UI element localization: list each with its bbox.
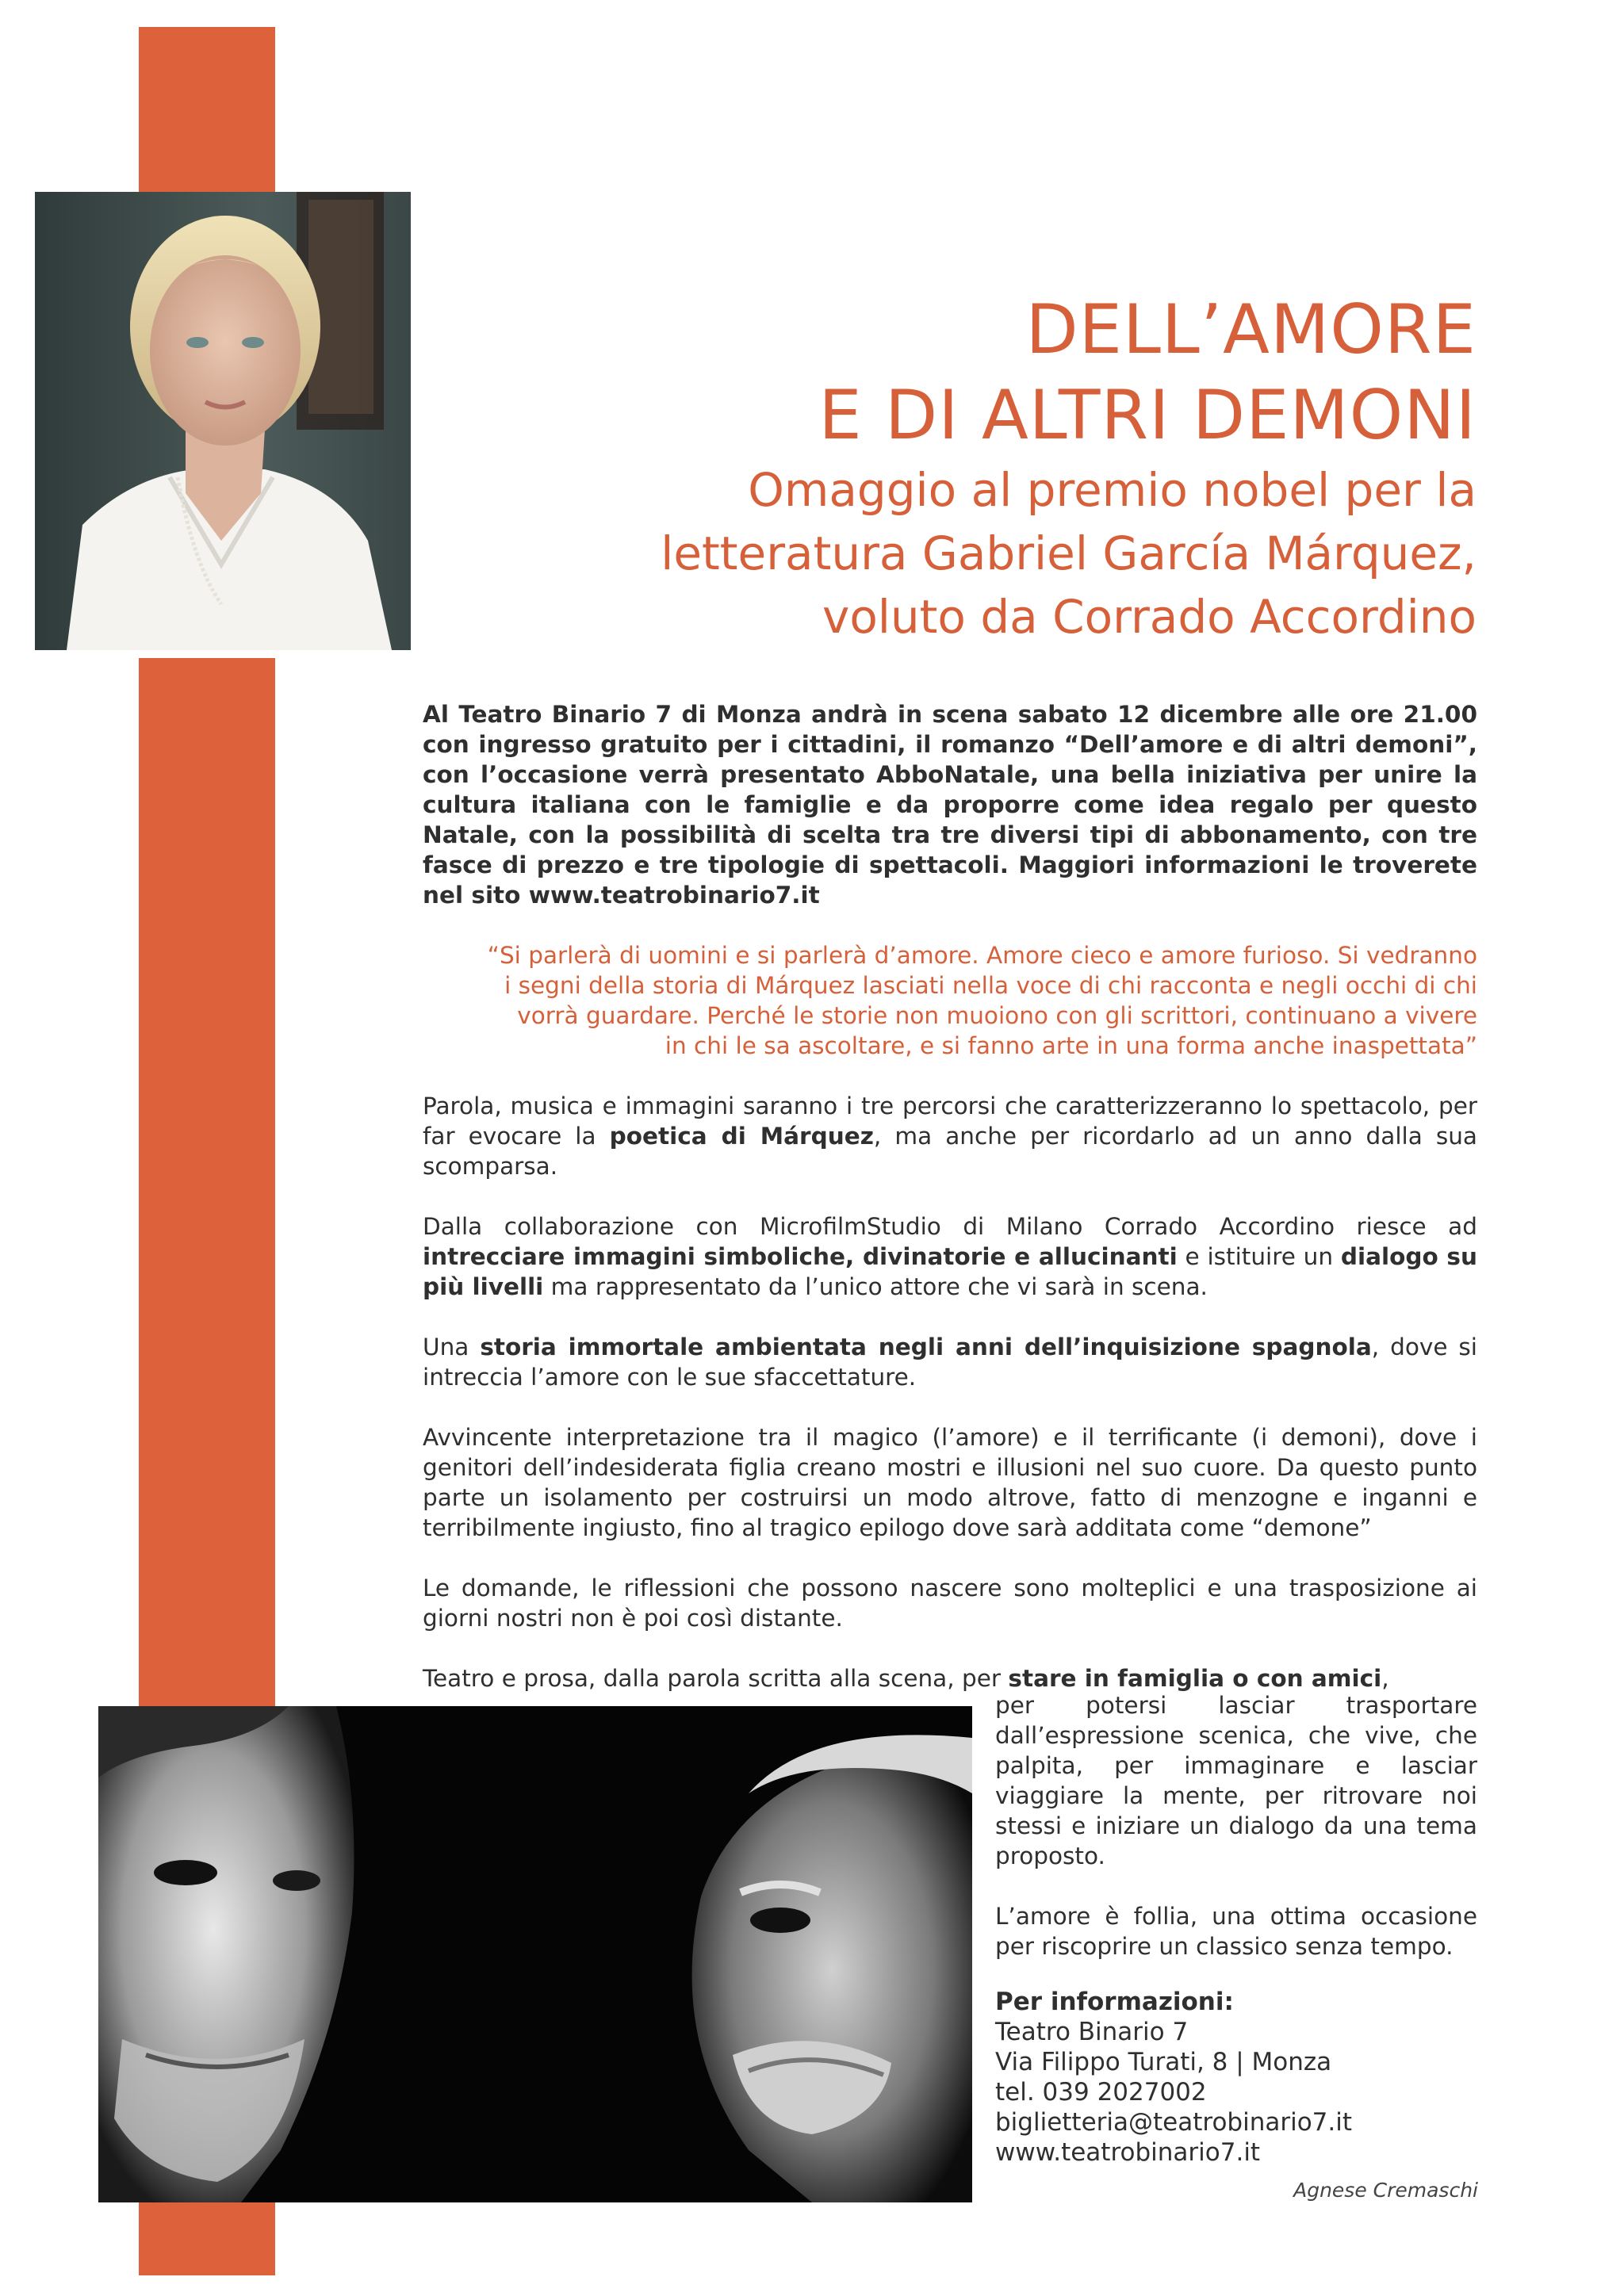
intro-paragraph: Al Teatro Binario 7 di Monza andrà in scena sabato 12 dicembre alle ore 21.00 con ingresso gratuito per i cittadini, il romanzo “Dell’amore e di altri demoni”, con l’occasione verrà presentato AbboNatale, una bella iniziativa per unire la cultura italiana con le famiglie e da proporre come idea regalo per questo Natale, con la possibilità di scelta tra tre diversi tipi di abbonamento, con tre fasce di prezzo e tre tipologie di spettacoli. Maggiori informazioni le troverete nel sito www.teatrobinario7.it bbox=[423, 701, 1477, 909]
quote-line: vorrà guardare. Perché le storie non muoiono con gli scrittori, continuano a vivere bbox=[517, 1002, 1477, 1029]
paragraph-storia-immortale bbox=[423, 1332, 1477, 1392]
article-body-continued bbox=[995, 1690, 1477, 1992]
photo-actors-black-white bbox=[98, 1706, 972, 2202]
bold-span: poetica di Márquez bbox=[609, 1123, 874, 1150]
portrait-photo-woman bbox=[35, 192, 411, 650]
article-title-line-1: DELL’AMORE bbox=[1025, 290, 1477, 369]
article-subtitle-line-2: letteratura Gabriel García Márquez, bbox=[661, 526, 1477, 580]
quote-line: “Si parlerà di uomini e si parlerà d’amore. Amore cieco e amore furioso. Si vedranno bbox=[487, 942, 1477, 969]
paragraph-avvincente: Avvincente interpretazione tra il magico (l’amore) e il terrificante (i demoni), dove i genitori dell’indesiderata figlia creano mostri e illusioni nel suo cuore. Da questo punto parte un isolamento per costruirsi un modo altrove, fatto di menzogne e inganni e terribilmente ingiusto, fino al tragico epilogo dove sarà additata come “demone” bbox=[423, 1424, 1477, 1541]
contact-address: Via Filippo Turati, 8 | Monza bbox=[995, 2048, 1332, 2076]
paragraph-domande: Le domande, le riflessioni che possono nascere sono molteplici e una trasposizione ai giorni nostri non è poi così distante. bbox=[423, 1575, 1477, 1632]
paragraph-amore-follia: L’amore è follia, una ottima occasione per riscoprire un classico senza tempo. bbox=[995, 1903, 1477, 1960]
contact-info bbox=[995, 1987, 1477, 2168]
article-subtitle-line-3: voluto da Corrado Accordino bbox=[822, 590, 1477, 644]
bold-span: stare in famiglia o con amici bbox=[1008, 1665, 1382, 1692]
contact-phone: tel. 039 2027002 bbox=[995, 2078, 1207, 2107]
text-span: , dove si intreccia l’amore con le sue sfaccettature. bbox=[423, 1334, 1477, 1391]
text-span: Parola, musica e immagini saranno i tre percorsi che caratterizzeranno lo spettacolo, per far evocare la bbox=[423, 1093, 1477, 1150]
bold-span: dialogo su più livelli bbox=[423, 1243, 1477, 1300]
text-span: Teatro e prosa, dalla parola scritta alla scena, per bbox=[423, 1665, 1009, 1692]
quote-block bbox=[423, 940, 1477, 1061]
contact-heading: Per informazioni: bbox=[995, 1988, 1234, 2016]
contact-website[interactable]: www.teatrobinario7.it bbox=[995, 2138, 1261, 2167]
text-span: e istituire un bbox=[1177, 1243, 1341, 1270]
paragraph-teatro-prosa-continued: per potersi lasciar trasportare dall’espressione scenica, che vive, che palpita, per immaginare e lasciar viaggiare la mente, per ritrovare noi stessi e iniziare un dialogo da una tema proposto. bbox=[995, 1692, 1477, 1869]
quote-line: i segni della storia di Márquez lasciati nella voce di chi racconta e negli occhi di chi bbox=[504, 972, 1477, 999]
quote-line: in chi le sa ascoltare, e si fanno arte in una forma anche inaspettata” bbox=[665, 1032, 1477, 1059]
text-span: Dalla collaborazione con MicrofilmStudio di Milano Corrado Accordino riesce ad bbox=[423, 1213, 1477, 1240]
article-subtitle-line-1: Omaggio al premio nobel per la bbox=[748, 463, 1477, 517]
text-span: , bbox=[1381, 1665, 1389, 1692]
bold-span: storia immortale ambientata negli anni dell’inquisizione spagnola bbox=[480, 1334, 1372, 1360]
contact-email[interactable]: biglietteria@teatrobinario7.it bbox=[995, 2108, 1353, 2137]
article-body bbox=[423, 699, 1477, 1693]
contact-venue-name: Teatro Binario 7 bbox=[995, 2018, 1189, 2046]
decorative-bar-top bbox=[139, 27, 275, 192]
text-span: Una bbox=[423, 1334, 481, 1360]
paragraph-parola-musica bbox=[423, 1091, 1477, 1181]
bold-span: intrecciare immagini simboliche, divinatorie e allucinanti bbox=[423, 1243, 1178, 1270]
article-title-line-2: E DI ALTRI DEMONI bbox=[818, 376, 1477, 455]
article-author: Agnese Cremaschi bbox=[1293, 2179, 1478, 2202]
text-span: , ma anche per ricordarlo ad un anno dalla sua scomparsa. bbox=[423, 1123, 1477, 1180]
article-title-block bbox=[525, 287, 1477, 649]
text-span: ma rappresentato da l’unico attore che vi sarà in scena. bbox=[543, 1273, 1208, 1300]
paragraph-collaborazione bbox=[423, 1211, 1477, 1302]
paragraph-teatro-prosa bbox=[423, 1663, 1477, 1693]
